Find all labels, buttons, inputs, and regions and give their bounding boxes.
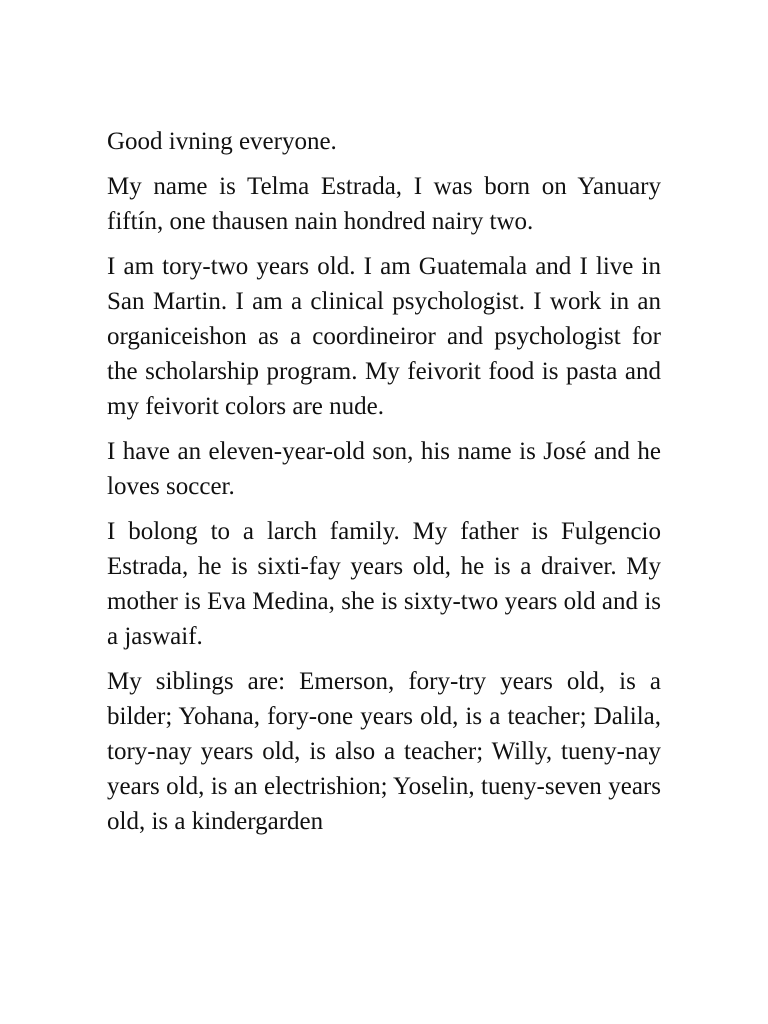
greeting-paragraph: Good ivning everyone. bbox=[107, 128, 337, 155]
about-paragraph: I am tory-two years old. I am Guatemala and I live in San Martin. I am a clinical psychologist. I work in an organiceishon as a coordineiror and psychologist for the scholarship program. My feivorit food is pasta and my feivorit colors are nude. bbox=[107, 253, 661, 420]
siblings-paragraph: My siblings are: Emerson, fory-try years old, is a bilder; Yohana, fory-one years old, is a teacher; Dalila, tory-nay years old, is also a teacher; Willy, tueny-nay years old, is an electrishion; Yoselin, tueny-seven years old, is a kindergarden bbox=[107, 668, 661, 835]
intro-paragraph: My name is Telma Estrada, I was born on Yanuary fiftín, one thausen nain hondred nairy two. bbox=[107, 173, 661, 235]
document-page bbox=[107, 124, 661, 849]
family-paragraph: I bolong to a larch family. My father is Fulgencio Estrada, he is sixti-fay years old, he is a draiver. My mother is Eva Medina, she is sixty-two years old and is a jaswaif. bbox=[107, 518, 661, 650]
son-paragraph: I have an eleven-year-old son, his name is José and he loves soccer. bbox=[107, 438, 661, 500]
